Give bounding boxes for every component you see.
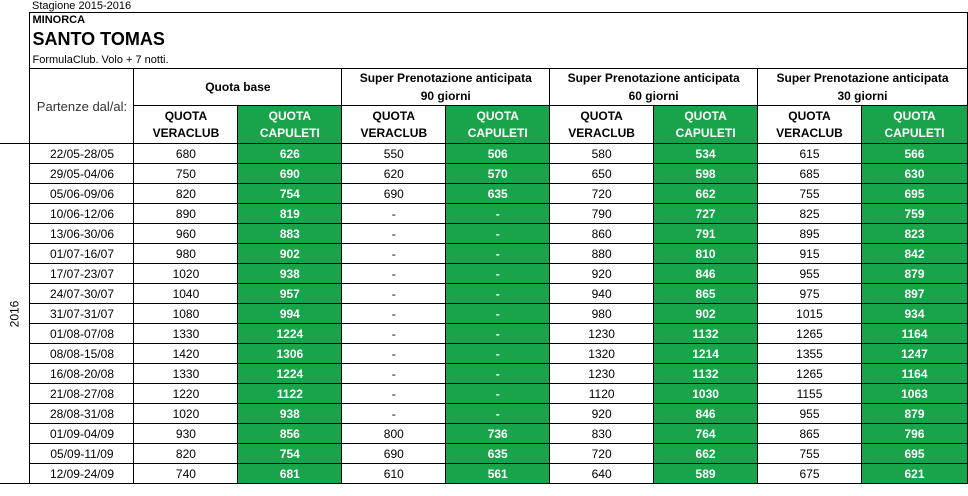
price-capuleti: 754 — [238, 184, 342, 204]
price-capuleti: 534 — [654, 144, 758, 164]
price-veraclub: 1020 — [134, 404, 238, 424]
price-table — [0, 12, 968, 484]
departure-date: 24/07-30/07 — [30, 284, 134, 304]
price-capuleti: - — [446, 404, 550, 424]
price-veraclub: 820 — [134, 184, 238, 204]
year-label-cell — [0, 144, 30, 484]
price-capuleti: 883 — [238, 224, 342, 244]
price-capuleti: - — [446, 244, 550, 264]
price-capuleti: 938 — [238, 404, 342, 424]
price-capuleti: 846 — [654, 264, 758, 284]
price-veraclub: 980 — [134, 244, 238, 264]
price-capuleti: 635 — [446, 444, 550, 464]
price-capuleti: 561 — [446, 464, 550, 484]
price-capuleti: 819 — [238, 204, 342, 224]
price-capuleti: 570 — [446, 164, 550, 184]
group-label-line1: Super Prenotazione anticipata — [359, 71, 532, 85]
subheader-quota-capuleti — [654, 106, 758, 144]
table-row — [0, 264, 968, 284]
departure-date: 10/06-12/06 — [30, 204, 134, 224]
price-veraclub: 1330 — [134, 364, 238, 384]
price-veraclub: 1220 — [134, 384, 238, 404]
price-veraclub: 690 — [342, 184, 446, 204]
table-row — [0, 364, 968, 384]
price-capuleti: 506 — [446, 144, 550, 164]
price-capuleti: 938 — [238, 264, 342, 284]
price-veraclub: - — [342, 204, 446, 224]
departure-date: 28/08-31/08 — [30, 404, 134, 424]
departure-date: 16/08-20/08 — [30, 364, 134, 384]
group-label-line2: 60 giorni — [628, 89, 679, 103]
subheader-line1: QUOTA — [788, 108, 831, 123]
price-capuleti: 902 — [238, 244, 342, 264]
price-capuleti: 662 — [654, 184, 758, 204]
departure-date: 29/05-04/06 — [30, 164, 134, 184]
departure-date: 01/07-16/07 — [30, 244, 134, 264]
subheader-quota-veraclub — [550, 106, 654, 144]
price-veraclub: - — [342, 344, 446, 364]
price-veraclub: 880 — [550, 244, 654, 264]
table-row — [0, 404, 968, 424]
price-capuleti: 957 — [238, 284, 342, 304]
price-veraclub: 755 — [758, 444, 862, 464]
price-veraclub: 920 — [550, 404, 654, 424]
price-capuleti: - — [446, 364, 550, 384]
price-veraclub: 800 — [342, 424, 446, 444]
price-capuleti: 846 — [654, 404, 758, 424]
price-veraclub: 750 — [134, 164, 238, 184]
price-capuleti: 823 — [861, 224, 967, 244]
price-capuleti: 879 — [861, 404, 967, 424]
price-veraclub: 740 — [134, 464, 238, 484]
subheader-quota-veraclub — [134, 106, 238, 144]
group-header-30-giorni — [758, 69, 968, 106]
table-row — [0, 184, 968, 204]
price-veraclub: 1020 — [134, 264, 238, 284]
price-capuleti: - — [446, 344, 550, 364]
price-veraclub: 820 — [134, 444, 238, 464]
price-capuleti: - — [446, 384, 550, 404]
price-capuleti: 796 — [861, 424, 967, 444]
departure-date: 05/09-11/09 — [30, 444, 134, 464]
departure-date: 17/07-23/07 — [30, 264, 134, 284]
price-veraclub: - — [342, 364, 446, 384]
price-capuleti: 695 — [861, 184, 967, 204]
price-capuleti: 759 — [861, 204, 967, 224]
price-veraclub: 755 — [758, 184, 862, 204]
price-veraclub: 830 — [550, 424, 654, 444]
departure-date: 08/08-15/08 — [30, 344, 134, 364]
price-veraclub: 1015 — [758, 304, 862, 324]
price-capuleti: 598 — [654, 164, 758, 184]
departure-date: 12/09-24/09 — [30, 464, 134, 484]
price-veraclub: 790 — [550, 204, 654, 224]
price-veraclub: 675 — [758, 464, 862, 484]
price-veraclub: 640 — [550, 464, 654, 484]
price-capuleti: 842 — [861, 244, 967, 264]
departure-date: 31/07-31/07 — [30, 304, 134, 324]
group-header-60-giorni — [550, 69, 758, 106]
price-capuleti: 810 — [654, 244, 758, 264]
price-veraclub: 620 — [342, 164, 446, 184]
table-row — [0, 164, 968, 184]
subheader-line2: CAPULETI — [467, 125, 528, 140]
price-veraclub: 580 — [550, 144, 654, 164]
price-capuleti: 856 — [238, 424, 342, 444]
price-capuleti: 865 — [654, 284, 758, 304]
price-veraclub: 1420 — [134, 344, 238, 364]
price-capuleti: 934 — [861, 304, 967, 324]
subheader-line2: CAPULETI — [259, 125, 320, 140]
departure-date: 05/06-09/06 — [30, 184, 134, 204]
price-veraclub: 1265 — [758, 364, 862, 384]
price-veraclub: 865 — [758, 424, 862, 444]
subheader-line1: QUOTA — [684, 108, 727, 123]
year-label: 2016 — [7, 300, 22, 327]
price-capuleti: - — [446, 284, 550, 304]
price-capuleti: 630 — [861, 164, 967, 184]
price-veraclub: 610 — [342, 464, 446, 484]
price-capuleti: 1247 — [861, 344, 967, 364]
price-veraclub: 550 — [342, 144, 446, 164]
subheader-quota-veraclub — [342, 106, 446, 144]
price-veraclub: - — [342, 384, 446, 404]
departure-date: 01/08-07/08 — [30, 324, 134, 344]
subheader-line2: CAPULETI — [675, 125, 736, 140]
price-veraclub: 720 — [550, 184, 654, 204]
departure-date: 13/06-30/06 — [30, 224, 134, 244]
table-row — [0, 384, 968, 404]
departure-date: 01/09-04/09 — [30, 424, 134, 444]
price-capuleti: 589 — [654, 464, 758, 484]
price-veraclub: 1330 — [134, 324, 238, 344]
table-row — [0, 324, 968, 344]
price-veraclub: 1230 — [550, 364, 654, 384]
price-capuleti: 879 — [861, 264, 967, 284]
table-row — [0, 444, 968, 464]
table-row — [0, 464, 968, 484]
price-capuleti: - — [446, 304, 550, 324]
price-capuleti: 1030 — [654, 384, 758, 404]
price-veraclub: - — [342, 404, 446, 424]
price-veraclub: - — [342, 324, 446, 344]
price-veraclub: 980 — [550, 304, 654, 324]
price-veraclub: 960 — [134, 224, 238, 244]
price-capuleti: 621 — [861, 464, 967, 484]
price-capuleti: 681 — [238, 464, 342, 484]
table-row — [0, 144, 968, 164]
table-row — [0, 284, 968, 304]
price-veraclub: - — [342, 304, 446, 324]
region-label: MINORCA — [30, 13, 968, 27]
price-veraclub: 890 — [134, 204, 238, 224]
price-veraclub: 650 — [550, 164, 654, 184]
subheader-line1: QUOTA — [372, 108, 415, 123]
price-capuleti: 626 — [238, 144, 342, 164]
table-row — [0, 424, 968, 444]
price-veraclub: 940 — [550, 284, 654, 304]
subheader-quota-veraclub — [758, 106, 862, 144]
price-veraclub: 1320 — [550, 344, 654, 364]
subheader-line2: VERACLUB — [152, 125, 220, 140]
price-veraclub: - — [342, 284, 446, 304]
subheader-quota-capuleti — [861, 106, 967, 144]
price-capuleti: 754 — [238, 444, 342, 464]
price-veraclub: 690 — [342, 444, 446, 464]
departure-date: 22/05-28/05 — [30, 144, 134, 164]
price-veraclub: - — [342, 244, 446, 264]
price-veraclub: 860 — [550, 224, 654, 244]
price-capuleti: - — [446, 264, 550, 284]
price-capuleti: 1122 — [238, 384, 342, 404]
price-veraclub: 1230 — [550, 324, 654, 344]
price-veraclub: 1355 — [758, 344, 862, 364]
price-capuleti: - — [446, 224, 550, 244]
season-label: Stagione 2015-2016 — [32, 0, 132, 12]
subheader-line1: QUOTA — [164, 108, 208, 123]
subheader-line2: CAPULETI — [884, 125, 945, 140]
group-label-line1: Super Prenotazione anticipata — [776, 71, 949, 85]
departure-header: Partenze dal/al: — [30, 69, 134, 144]
price-capuleti: 1224 — [238, 364, 342, 384]
price-capuleti: - — [446, 324, 550, 344]
group-label-line1: Super Prenotazione anticipata — [567, 71, 740, 85]
price-capuleti: 1306 — [238, 344, 342, 364]
price-capuleti: 566 — [861, 144, 967, 164]
formula-description: FormulaClub. Volo + 7 notti. — [30, 53, 968, 69]
departure-date: 21/08-27/08 — [30, 384, 134, 404]
table-row — [0, 224, 968, 244]
price-veraclub: 955 — [758, 264, 862, 284]
subheader-line1: QUOTA — [893, 108, 936, 123]
hotel-title: SANTO TOMAS — [30, 27, 968, 53]
price-veraclub: 955 — [758, 404, 862, 424]
subheader-line1: QUOTA — [268, 108, 312, 123]
table-row — [0, 344, 968, 364]
price-veraclub: - — [342, 264, 446, 284]
price-veraclub: 680 — [134, 144, 238, 164]
table-row — [0, 304, 968, 324]
price-veraclub: 895 — [758, 224, 862, 244]
subheader-line2: VERACLUB — [360, 125, 428, 140]
price-veraclub: - — [342, 224, 446, 244]
price-veraclub: 720 — [550, 444, 654, 464]
group-label-line2: 30 giorni — [837, 89, 888, 103]
subheader-line1: QUOTA — [580, 108, 623, 123]
price-veraclub: 1040 — [134, 284, 238, 304]
price-veraclub: 685 — [758, 164, 862, 184]
price-veraclub: 1155 — [758, 384, 862, 404]
price-capuleti: 695 — [861, 444, 967, 464]
price-capuleti: 764 — [654, 424, 758, 444]
price-veraclub: 825 — [758, 204, 862, 224]
price-capuleti: 1164 — [861, 364, 967, 384]
price-capuleti: - — [446, 204, 550, 224]
price-veraclub: 915 — [758, 244, 862, 264]
group-header-90-giorni — [342, 69, 550, 106]
subheader-line2: VERACLUB — [568, 125, 635, 140]
subheader-line2: VERACLUB — [776, 125, 843, 140]
price-capuleti: 1164 — [861, 324, 967, 344]
price-capuleti: 994 — [238, 304, 342, 324]
table-row — [0, 244, 968, 264]
price-capuleti: 1224 — [238, 324, 342, 344]
price-capuleti: 791 — [654, 224, 758, 244]
price-capuleti: 727 — [654, 204, 758, 224]
price-veraclub: 1080 — [134, 304, 238, 324]
price-capuleti: 1132 — [654, 324, 758, 344]
price-capuleti: 690 — [238, 164, 342, 184]
price-capuleti: 662 — [654, 444, 758, 464]
price-veraclub: 1120 — [550, 384, 654, 404]
price-capuleti: 736 — [446, 424, 550, 444]
subheader-line1: QUOTA — [476, 108, 519, 123]
subheader-quota-capuleti — [238, 106, 342, 144]
group-header-quota-base — [134, 69, 342, 106]
table-row — [0, 204, 968, 224]
price-capuleti: 897 — [861, 284, 967, 304]
price-veraclub: 1265 — [758, 324, 862, 344]
price-veraclub: 975 — [758, 284, 862, 304]
group-label: Quota base — [205, 80, 271, 94]
subheader-quota-capuleti — [446, 106, 550, 144]
group-label-line2: 90 giorni — [420, 89, 471, 103]
price-capuleti: 1214 — [654, 344, 758, 364]
price-veraclub: 920 — [550, 264, 654, 284]
price-capuleti: 1132 — [654, 364, 758, 384]
price-veraclub: 930 — [134, 424, 238, 444]
price-capuleti: 1063 — [861, 384, 967, 404]
price-veraclub: 615 — [758, 144, 862, 164]
price-capuleti: 902 — [654, 304, 758, 324]
price-capuleti: 635 — [446, 184, 550, 204]
